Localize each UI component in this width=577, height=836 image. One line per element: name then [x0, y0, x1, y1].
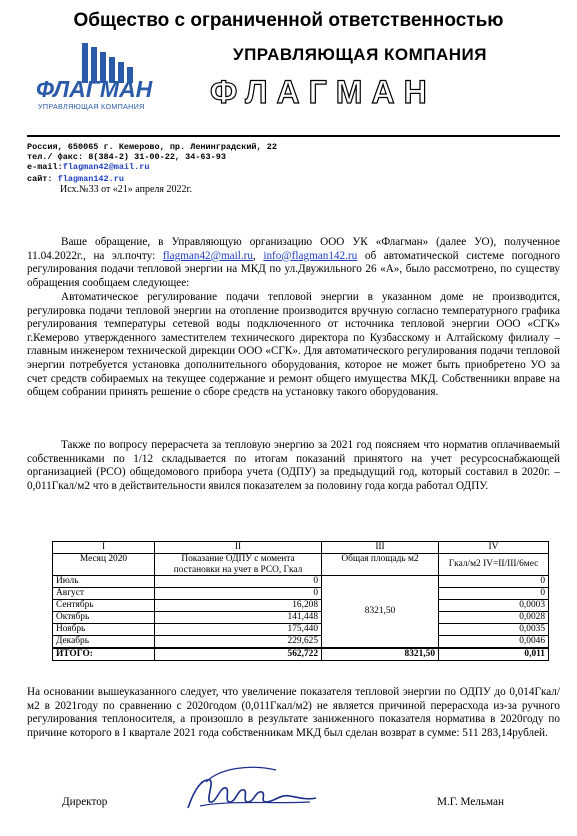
month-cell: Ноябрь	[53, 624, 155, 636]
ratio-cell: 0,0035	[439, 624, 549, 636]
total-ratio: 0,011	[439, 648, 549, 661]
signature-role: Директор	[62, 796, 108, 808]
table-row	[53, 588, 549, 600]
roman-cell: IV	[439, 542, 549, 554]
table-row	[53, 624, 549, 636]
consumption-table	[52, 541, 549, 661]
table-roman-row	[53, 542, 549, 554]
table-total-row	[53, 648, 549, 661]
p1-email-link-2[interactable]: info@flagman142.ru	[263, 249, 358, 262]
table-row	[53, 576, 549, 588]
email-label: e-mail:	[27, 162, 63, 172]
header-rule	[27, 135, 560, 137]
paragraph-1	[27, 236, 560, 290]
header-ratio: Гкал/м2 IV=II/III/6мес	[439, 554, 549, 576]
roman-cell: II	[155, 542, 322, 554]
logo-graphic	[34, 43, 159, 113]
logo-subtext: УПРАВЛЯЮЩАЯ КОМПАНИЯ	[38, 102, 145, 111]
table-header-row	[53, 554, 549, 576]
roman-cell: III	[322, 542, 439, 554]
table-row	[53, 600, 549, 612]
logo-wordmark: ФЛАГМАН	[36, 76, 153, 102]
signature-name: М.Г. Мельман	[437, 796, 504, 808]
month-cell: Июль	[53, 576, 155, 588]
table-row	[53, 612, 549, 624]
site-label: сайт:	[27, 174, 53, 184]
month-cell: Сентябрь	[53, 600, 155, 612]
signature-image	[180, 760, 320, 820]
paragraph-3: Также по вопросу перерасчета за тепловую энергию за 2021 год поясняем что норматив оплачиваемый собственниками по 1/12 складывается по итогам показаний принятого на учет ресурсоснабжающей организацией (РСО) общедомового прибора учета (ОДПУ) за предыдущий год, который составил в 2020г. – 0,011Гкал/м2 что в действительности явился показателем за половину года когда работал ОДПУ.	[27, 439, 560, 492]
email-link[interactable]: flagman42@mail.ru	[62, 162, 150, 172]
p1-text-a: Ваше обращение, в Управляющую организацию ООО УК «Флагман» (далее УО), полученное 11.04.2022г., на эл.почту:	[27, 236, 560, 262]
company-type: УПРАВЛЯЮЩАЯ КОМПАНИЯ	[233, 45, 487, 64]
outgoing-ref: Исх.№33 от «21» апреля 2022г.	[60, 184, 192, 195]
month-cell: Декабрь	[53, 636, 155, 649]
ratio-cell: 0,0046	[439, 636, 549, 649]
header-reading: Показание ОДПУ с момента постановки на учет в РСО, Гкал	[155, 554, 322, 576]
header-month: Месяц 2020	[53, 554, 155, 576]
contact-email	[27, 162, 149, 172]
total-reading: 562,722	[155, 648, 322, 661]
reading-cell: 229,625	[155, 636, 322, 649]
p1-email-link-1[interactable]: flagman42@mail.ru	[162, 249, 253, 262]
table-row	[53, 636, 549, 649]
roman-cell: I	[53, 542, 155, 554]
area-cell: 8321,50	[322, 576, 439, 649]
reading-cell: 0	[155, 576, 322, 588]
header-area: Общая площадь м2	[322, 554, 439, 576]
company-logo	[34, 43, 159, 113]
company-name: ФЛАГМАН	[210, 74, 436, 110]
ratio-cell: 0	[439, 588, 549, 600]
reading-cell: 141,448	[155, 612, 322, 624]
contact-address: Россия, 650065 г. Кемерово, пр. Ленинградский, 22	[27, 142, 277, 152]
contact-site	[27, 174, 124, 184]
total-label: ИТОГО:	[53, 648, 155, 661]
ratio-cell: 0,0028	[439, 612, 549, 624]
reading-cell: 0	[155, 588, 322, 600]
month-cell: Октябрь	[53, 612, 155, 624]
paragraph-4: На основании вышеуказанного следует, что увеличение показателя тепловой энергии по ОДПУ до 0,014Гкал/м2 в 2021году по сравнению с 2020годом (0,011Гкал/м2) не является причиной перерасхода из-за ручного регулирования теплоносителя, а произошло в результате заниженного показателя норматива в 2020году по причине которого в I квартале 2021 года собственникам МКД был сделан возврат в сумме: 511 283,14рублей.	[27, 686, 560, 739]
total-area: 8321,50	[322, 648, 439, 661]
reading-cell: 16,208	[155, 600, 322, 612]
contact-phone: тел./ факс: 8(384-2) 31-00-22, 34-63-93	[27, 152, 226, 162]
p1-text-b: об автоматической системе погодного регулирования подачи тепловой энергии на МКД по ул.Двужильного 26 «А», было рассмотрено, по существу обращения сообщаем следующее:	[27, 249, 561, 289]
handwritten-signature	[180, 760, 320, 820]
p1-separator: ,	[252, 249, 264, 262]
org-form-title: Общество с ограниченной ответственностью	[73, 10, 504, 31]
month-cell: Август	[53, 588, 155, 600]
site-link[interactable]: flagman142.ru	[57, 174, 124, 184]
ratio-cell: 0,0003	[439, 600, 549, 612]
paragraph-2: Автоматическое регулирование подачи тепловой энергии в указанном доме не производится, регулировка подачи тепловой энергии на отопление производится вручную согласно температурного графика регулирования температуры сетевой воды подключенного от источника тепловой энергии ООО «СГК» г.Кемерово утвержденного заместителем технического директора по Кузбасскому и Алтайскому филиалу – главным инженером технической дирекции ООО «СГК». Для автоматического регулирования подачи тепловой энергии потребуется установка дополнительного оборудования, которое не может быть приобретено УО за счет средств собираемых на текущее содержание и ремонт общего имущества МКД. Собственники вправе на общем собрании принять решение о сборе средств на установку такого оборудования.	[27, 291, 560, 399]
reading-cell: 175,440	[155, 624, 322, 636]
ratio-cell: 0	[439, 576, 549, 588]
